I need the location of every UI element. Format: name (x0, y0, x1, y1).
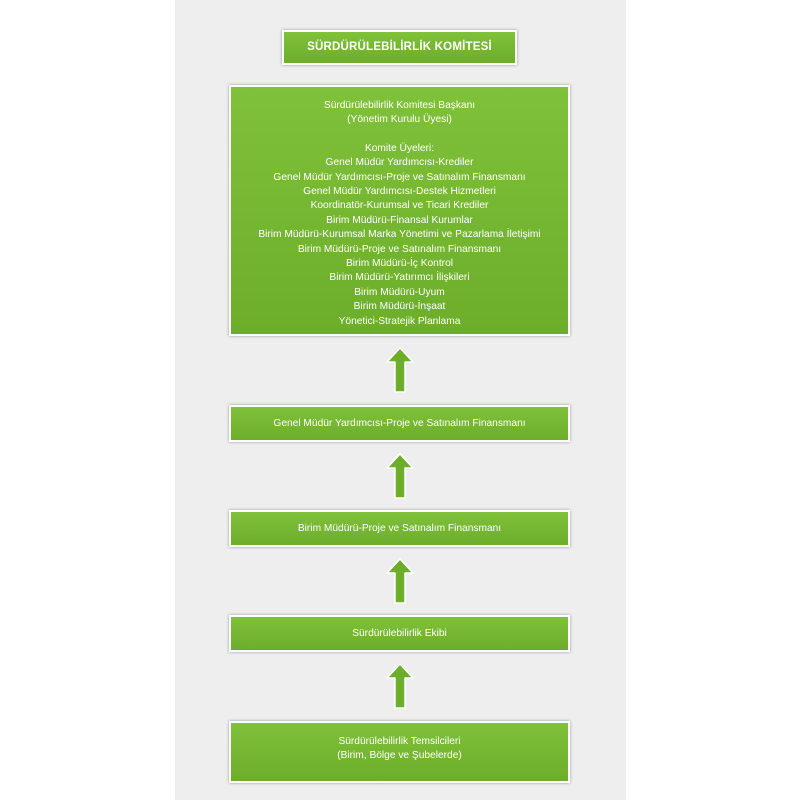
representatives-note: (Birim, Bölge ve Şubelerde) (337, 750, 462, 762)
committee-member: Genel Müdür Yardımcısı-Krediler (325, 157, 474, 169)
level-box-team: Sürdürülebilirlik Ekibi (229, 615, 570, 652)
committee-member: Birim Müdürü-Kurumsal Marka Yönetimi ve Pazarlama İletişimi (258, 229, 541, 241)
committee-member: Genel Müdür Yardımcısı-Proje ve Satınalım Finansmanı (273, 171, 526, 183)
up-arrow-icon (386, 452, 414, 500)
committee-member: Yönetici-Stratejik Planlama (338, 315, 461, 327)
members-heading: Komite Üyeleri: (364, 142, 435, 154)
committee-member: Birim Müdürü-Yatırımcı İlişkileri (329, 272, 470, 284)
committee-member: Birim Müdürü-İnşaat (353, 301, 446, 313)
committee-chair: Sürdürülebilirlik Komitesi Başkanı (323, 100, 476, 111)
representatives-box (229, 721, 570, 783)
committee-box (229, 85, 570, 336)
committee-member: Genel Müdür Yardımcısı-Destek Hizmetleri (303, 186, 496, 198)
up-arrow-icon (386, 662, 414, 710)
level-box-gmy: Genel Müdür Yardımcısı-Proje ve Satınalım Finansmanı (229, 405, 570, 442)
diagram-title: SÜRDÜRÜLEBİLİRLİK KOMİTESİ (282, 30, 517, 65)
committee-member: Birim Müdürü-Proje ve Satınalım Finansmanı (297, 243, 502, 255)
up-arrow-icon (386, 557, 414, 605)
committee-member: Birim Müdürü-Uyum (354, 286, 445, 298)
committee-member: Koordinatör-Kurumsal ve Ticari Krediler (310, 200, 489, 212)
committee-member: Birim Müdürü-Finansal Kurumlar (326, 214, 473, 226)
committee-member: Birim Müdürü-İç Kontrol (346, 258, 453, 270)
level-box-birim-muduru: Birim Müdürü-Proje ve Satınalım Finansmanı (229, 510, 570, 547)
representatives-title: Sürdürülebilirlik Temsilcileri (338, 736, 461, 747)
committee-chair-note: (Yönetim Kurulu Üyesi) (347, 114, 452, 126)
up-arrow-icon (386, 346, 414, 394)
